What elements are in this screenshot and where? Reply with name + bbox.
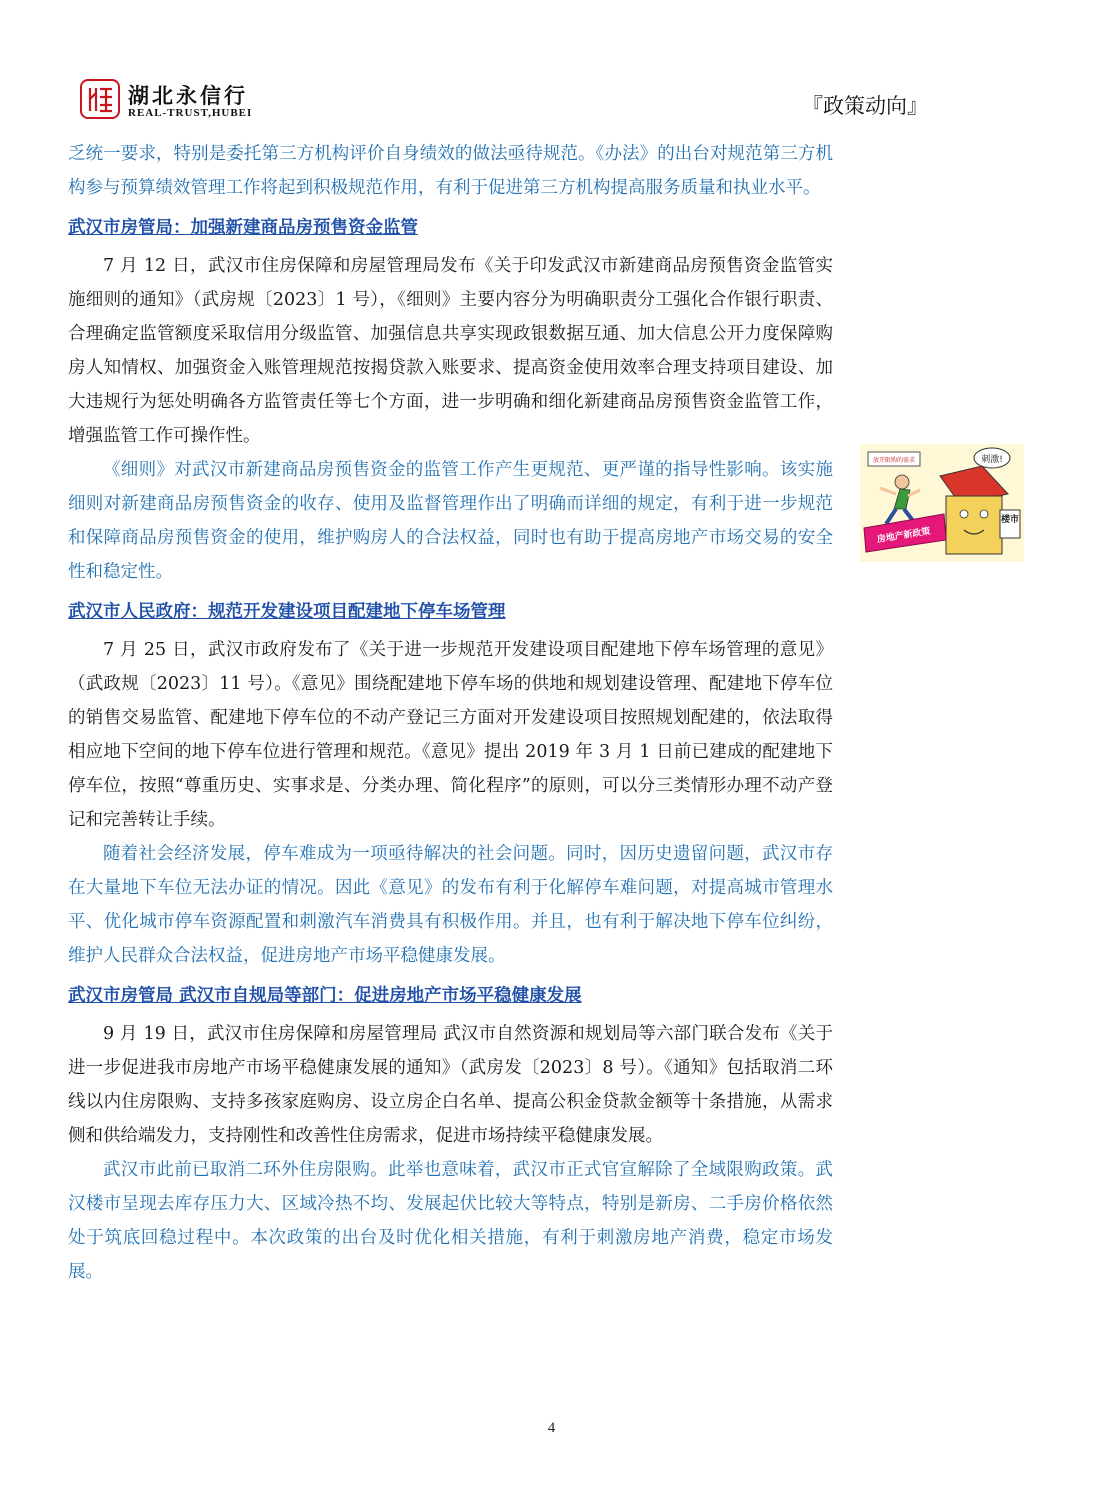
- housing-policy-illustration: [860, 444, 1024, 562]
- logo-seal-icon: [80, 79, 120, 119]
- section-title-presale-funds: 武汉市房管局：加强新建商品房预售资金监管: [68, 218, 418, 238]
- logo-name-cn: 湖北永信行: [128, 84, 248, 108]
- section-body-underground-parking: 7 月 25 日，武汉市政府发布了《关于进一步规范开发建设项目配建地下停车场管理的意见》（武政规〔2023〕11 号）。《意见》围绕配建地下停车场的供地和规划建设管理、配建地下停车位的销售交易监管、配建地下停车位的不动产登记三方面对开发建设项目按照规划配建的，依法取得相应地下空间的地下停车位进行管理和规范。《意见》提出 2019 年 3 月 1 日前已建成的配建地下停车位，按照“尊重历史、实事求是、分类办理、简化程序”的原则，可以分三类情形办理不动产登记和完善转让手续。: [68, 640, 833, 830]
- section-body-presale-funds: 7 月 12 日，武汉市住房保障和房屋管理局发布《关于印发武汉市新建商品房预售资金监管实施细则的通知》（武房规〔2023〕1 号），《细则》主要内容分为明确职责分工强化合作银行职责、合理确定监管额度采取信用分级监管、加强信息共享实现政银数据互通、加大信息公开力度保障购房人知情权、加强资金入账管理规范按揭贷款入账要求、提高资金使用效率合理支持项目建设、加大违规行为惩处明确各方监管责任等七个方面，进一步明确和细化新建商品房预售资金监管工作，增强监管工作可操作性。: [68, 256, 833, 446]
- illus-bubble-text: 刺激!: [981, 455, 1003, 465]
- section-commentary-presale-funds: 《细则》对武汉市新建商品房预售资金的监管工作产生更规范、更严谨的指导性影响。该实施细则对新建商品房预售资金的收存、使用及监督管理作出了明确而详细的规定，有利于进一步规范和保障商品房预售资金的使用，维护购房人的合法权益，同时也有助于提高房地产市场交易的安全性和稳定性。: [68, 460, 833, 582]
- page-header: [78, 76, 1018, 126]
- illus-banner-text: 房地产新政策: [876, 526, 932, 546]
- section-commentary-underground-parking: 随着社会经济发展，停车难成为一项亟待解决的社会问题。同时，因历史遗留问题，武汉市存在大量地下车位无法办证的情况。因此《意见》的发布有利于化解停车难问题，对提高城市管理水平、优化城市停车资源配置和刺激汽车消费具有积极作用。并且，也有利于解决地下停车位纠纷，维护人民群众合法权益，促进房地产市场平稳健康发展。: [68, 844, 833, 966]
- illus-sign-text: 放开限购的需求: [872, 457, 916, 464]
- document-body: [68, 137, 833, 1289]
- illus-building-label: 楼市: [1000, 515, 1020, 525]
- intro-commentary: 乏统一要求，特别是委托第三方机构评价自身绩效的做法亟待规范。《办法》的出台对规范第三方机构参与预算绩效管理工作将起到积极规范作用，有利于促进第三方机构提高服务质量和执业水平。: [68, 144, 833, 198]
- logo-name-en: REAL-TRUST,HUBEI: [128, 107, 253, 119]
- page-number: 4: [547, 1420, 556, 1436]
- section-title-underground-parking: 武汉市人民政府：规范开发建设项目配建地下停车场管理: [68, 602, 506, 622]
- section-title-market-stability: 武汉市房管局 武汉市自规局等部门：促进房地产市场平稳健康发展: [68, 986, 582, 1006]
- section-label: 『政策动向』: [802, 94, 928, 118]
- section-commentary-market-stability: 武汉市此前已取消二环外住房限购。此举也意味着，武汉市正式官宣解除了全域限购政策。武汉楼市呈现去库存压力大、区域冷热不均、发展起伏比较大等特点，特别是新房、二手房价格依然处于筑底回稳过程中。本次政策的出台及时优化相关措施，有利于刺激房地产消费，稳定市场发展。: [68, 1160, 833, 1282]
- section-body-market-stability: 9 月 19 日，武汉市住房保障和房屋管理局 武汉市自然资源和规划局等六部门联合发布《关于进一步促进我市房地产市场平稳健康发展的通知》（武房发〔2023〕8 号）。《通知》包括取消二环线以内住房限购、支持多孩家庭购房、设立房企白名单、提高公积金贷款金额等十条措施，从需求侧和供给端发力，支持刚性和改善性住房需求，促进市场持续平稳健康发展。: [68, 1024, 833, 1146]
